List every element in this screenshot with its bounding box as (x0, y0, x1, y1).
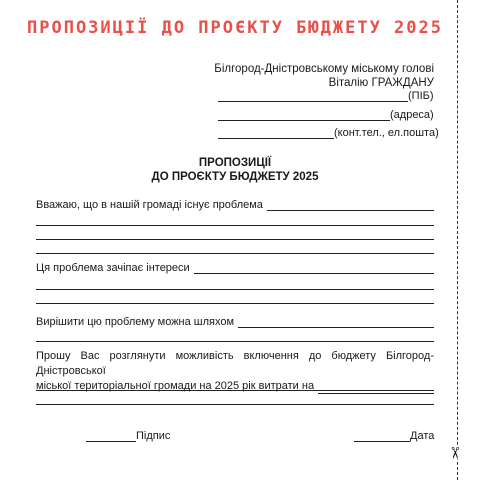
solution-answer-line[interactable] (238, 316, 434, 328)
problem-answer-line[interactable] (267, 199, 434, 211)
problem-answer-line-3[interactable] (36, 239, 434, 240)
signature-label: Підпис (136, 430, 171, 442)
addressee-block (214, 62, 434, 90)
address-blank[interactable] (218, 109, 390, 121)
name-blank[interactable] (218, 90, 408, 102)
signature-blank[interactable] (86, 430, 136, 442)
request-last-line-text: міської територіальної громади на 2025 рік витрати на (36, 380, 315, 392)
problem-answer-line-4[interactable] (36, 253, 434, 254)
expenses-answer-line-3[interactable] (36, 404, 434, 405)
addressee-line-2: Віталію ГРАЖДАНУ (328, 77, 434, 89)
solution-question-label: Вирішити цю проблему можна шляхом (36, 316, 235, 328)
document-title-line-1: ПРОПОЗИЦІЇ (198, 157, 272, 169)
name-field-label: (ПІБ) (408, 90, 434, 102)
header-title: ПРОПОЗИЦІЇ ДО ПРОЄКТУ БЮДЖЕТУ 2025 (27, 18, 443, 38)
request-last-line[interactable] (36, 379, 434, 394)
date-field[interactable] (354, 430, 434, 442)
expenses-answer-line[interactable] (318, 382, 434, 394)
date-label: Дата (410, 430, 435, 442)
solution-answer-line-2[interactable] (36, 341, 434, 342)
problem-question-label: Вважаю, що в нашій громаді існує проблема (36, 199, 263, 211)
addressee-line-1: Білгород-Дністровському міському голові (214, 63, 434, 75)
problem-question[interactable] (36, 199, 434, 211)
interests-answer-line-3[interactable] (36, 303, 434, 304)
interests-answer-line[interactable] (194, 262, 434, 274)
cut-line (457, 0, 458, 480)
solution-question[interactable] (36, 316, 434, 328)
document-title (140, 156, 330, 184)
interests-question-label: Ця проблема зачіпає інтереси (36, 262, 190, 274)
address-field-label: (адреса) (390, 109, 434, 121)
contact-field[interactable] (218, 127, 439, 139)
interests-answer-line-2[interactable] (36, 289, 434, 290)
request-text: Прошу Вас розглянути можливість включення до бюджету Білгород-Дністровської (36, 350, 434, 377)
name-field[interactable] (218, 90, 434, 102)
scissors-icon: ✂ (445, 446, 465, 460)
request-paragraph (36, 349, 434, 394)
expenses-answer-line-2[interactable] (36, 390, 434, 391)
address-field[interactable] (218, 109, 434, 121)
signature-field[interactable] (86, 430, 170, 442)
date-blank[interactable] (354, 430, 410, 442)
contact-blank[interactable] (218, 127, 334, 139)
document-title-line-2: ДО ПРОЄКТУ БЮДЖЕТУ 2025 (151, 171, 319, 183)
problem-answer-line-2[interactable] (36, 225, 434, 226)
contact-field-label: (конт.тел., ел.пошта) (334, 127, 439, 139)
interests-question[interactable] (36, 262, 434, 274)
